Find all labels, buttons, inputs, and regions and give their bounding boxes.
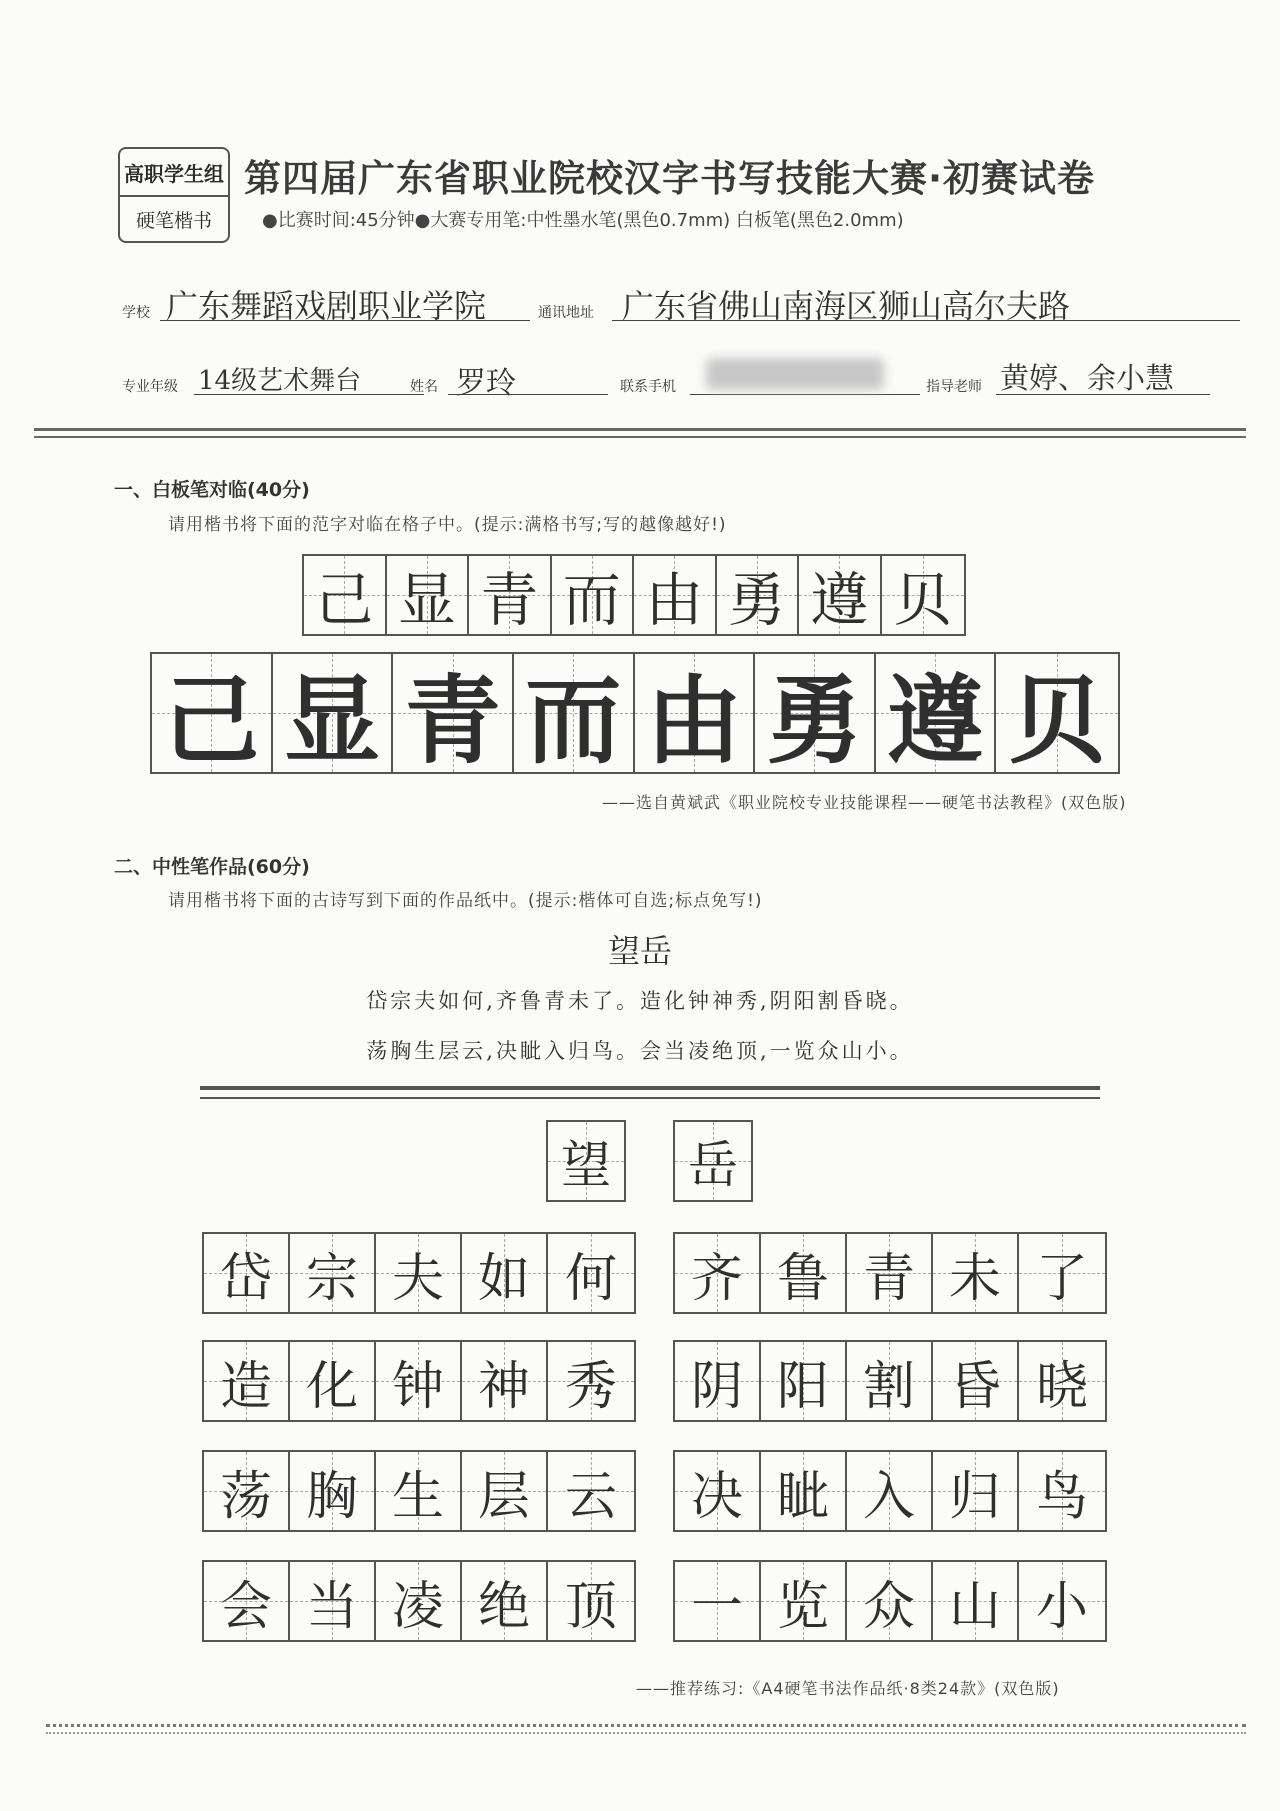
poem-grid-left[interactable] [202,1560,636,1642]
recommend-note: ——推荐练习:《A4硬笔书法作品纸·8类24款》(双色版) [636,1679,1060,1698]
address-label: 通讯地址 [538,305,594,321]
poem-char-cell[interactable]: 山 [933,1562,1019,1640]
poem-char-cell[interactable]: 齐 [675,1234,761,1312]
practice-char-cell[interactable]: 显 [273,654,394,772]
footer-divider [46,1724,1246,1734]
poem-char-cell[interactable]: 宗 [290,1234,376,1312]
grade-label: 专业年级 [122,379,178,395]
model-char-cell: 贝 [882,556,964,634]
poem-char-cell[interactable]: 神 [462,1342,548,1420]
poem-grid-left[interactable] [202,1340,636,1422]
poem-grid-right[interactable] [673,1450,1107,1532]
poem-char-cell[interactable]: 晓 [1019,1342,1105,1420]
poem-char-cell[interactable]: 了 [1019,1234,1105,1312]
poem-char-cell[interactable]: 云 [548,1452,634,1530]
poem-char-cell[interactable]: 入 [847,1452,933,1530]
poem-grid-left[interactable] [202,1232,636,1314]
poem-line-1: 岱宗夫如何,齐鲁青未了。造化钟神秀,阴阳割昏晓。 [366,989,914,1013]
poem-char-cell[interactable]: 割 [847,1342,933,1420]
model-char-grid [302,554,966,636]
poem-char-cell[interactable]: 胸 [290,1452,376,1530]
address-value[interactable]: 广东省佛山南海区狮山高尔夫路 [622,287,1071,325]
model-char-cell: 勇 [717,556,800,634]
practice-char-cell[interactable]: 遵 [876,654,997,772]
poem-char-cell[interactable]: 决 [675,1452,761,1530]
model-char-cell: 而 [552,556,635,634]
poem-char-cell[interactable]: 鸟 [1019,1452,1105,1530]
model-char-cell: 显 [387,556,470,634]
practice-char-cell[interactable]: 由 [635,654,756,772]
practice-char-cell[interactable]: 己 [152,654,273,772]
poem-char-cell[interactable]: 未 [933,1234,1019,1312]
title-char-cell[interactable]: 岳 [675,1122,751,1200]
title-char-cell[interactable]: 望 [548,1122,624,1200]
poem-char-cell[interactable]: 顶 [548,1562,634,1640]
poem-char-cell[interactable]: 造 [204,1342,290,1420]
model-char-cell: 青 [469,556,552,634]
practice-char-cell[interactable]: 贝 [996,654,1118,772]
poem-char-cell[interactable]: 鲁 [761,1234,847,1312]
worksheet-divider [200,1086,1100,1099]
poem-char-cell[interactable]: 何 [548,1234,634,1312]
poem-char-cell[interactable]: 归 [933,1452,1019,1530]
poem-grid-right[interactable] [673,1340,1107,1422]
poem-char-cell[interactable]: 一 [675,1562,761,1640]
poem-char-cell[interactable]: 绝 [462,1562,548,1640]
poem-grid-left[interactable] [202,1450,636,1532]
teacher-label: 指导老师 [926,379,982,395]
poem-char-cell[interactable]: 众 [847,1562,933,1640]
name-value[interactable]: 罗玲 [456,366,516,401]
poem-title: 望岳 [607,932,672,970]
poem-char-cell[interactable]: 钟 [376,1342,462,1420]
model-char-cell: 己 [304,556,387,634]
badge-group-label: 高职学生组 [120,149,228,197]
poem-char-cell[interactable]: 夫 [376,1234,462,1312]
poem-char-cell[interactable]: 青 [847,1234,933,1312]
exam-info-line: ●比赛时间:45分钟●大赛专用笔:中性墨水笔(黑色0.7mm) 白板笔(黑色2.0mm) [262,210,904,231]
practice-char-cell[interactable]: 青 [393,654,514,772]
poem-char-cell[interactable]: 荡 [204,1452,290,1530]
poem-char-cell[interactable]: 小 [1019,1562,1105,1640]
practice-char-cell[interactable]: 而 [514,654,635,772]
header-divider [34,428,1246,438]
redacted-phone[interactable] [706,358,884,390]
poem-char-cell[interactable]: 凌 [376,1562,462,1640]
grade-value[interactable]: 14级艺术舞台 [198,366,362,396]
exam-title: 第四届广东省职业院校汉字书写技能大赛·初赛试卷 [244,157,1096,200]
name-label: 姓名 [410,379,438,395]
poem-grid-right[interactable] [673,1560,1107,1642]
section1-instruction: 请用楷书将下面的范字对临在格子中。(提示:满格书写;写的越像越好!) [168,515,727,535]
phone-label: 联系手机 [620,379,676,395]
poem-char-cell[interactable]: 览 [761,1562,847,1640]
model-char-cell: 遵 [799,556,882,634]
poem-char-cell[interactable]: 眦 [761,1452,847,1530]
section1-heading: 一、白板笔对临(40分) [114,479,310,501]
teacher-value[interactable]: 黄婷、余小慧 [1000,361,1175,395]
poem-char-cell[interactable]: 昏 [933,1342,1019,1420]
title-box-1[interactable] [546,1120,626,1202]
school-value[interactable]: 广东舞蹈戏剧职业学院 [166,287,487,325]
poem-line-2: 荡胸生层云,决眦入归鸟。会当凌绝顶,一览众山小。 [366,1039,914,1063]
section2-heading: 二、中性笔作品(60分) [114,856,310,878]
badge-style-label: 硬笔楷书 [135,209,212,232]
school-label: 学校 [122,305,150,321]
poem-char-cell[interactable]: 当 [290,1562,376,1640]
poem-char-cell[interactable]: 阴 [675,1342,761,1420]
poem-char-cell[interactable]: 层 [462,1452,548,1530]
poem-char-cell[interactable]: 如 [462,1234,548,1312]
poem-char-cell[interactable]: 阳 [761,1342,847,1420]
poem-char-cell[interactable]: 生 [376,1452,462,1530]
model-char-cell: 由 [634,556,717,634]
phone-underline [690,394,920,395]
poem-char-cell[interactable]: 秀 [548,1342,634,1420]
section1-source: ——选自黄斌武《职业院校专业技能课程——硬笔书法教程》(双色版) [602,793,1127,812]
poem-char-cell[interactable]: 会 [204,1562,290,1640]
poem-char-cell[interactable]: 岱 [204,1234,290,1312]
category-badge [118,147,230,243]
poem-grid-right[interactable] [673,1232,1107,1314]
practice-char-grid[interactable] [150,652,1120,777]
section2-instruction: 请用楷书将下面的古诗写到下面的作品纸中。(提示:楷体可自选;标点免写!) [168,891,763,911]
poem-char-cell[interactable]: 化 [290,1342,376,1420]
title-box-2[interactable] [673,1120,753,1202]
practice-char-cell[interactable]: 勇 [755,654,876,772]
